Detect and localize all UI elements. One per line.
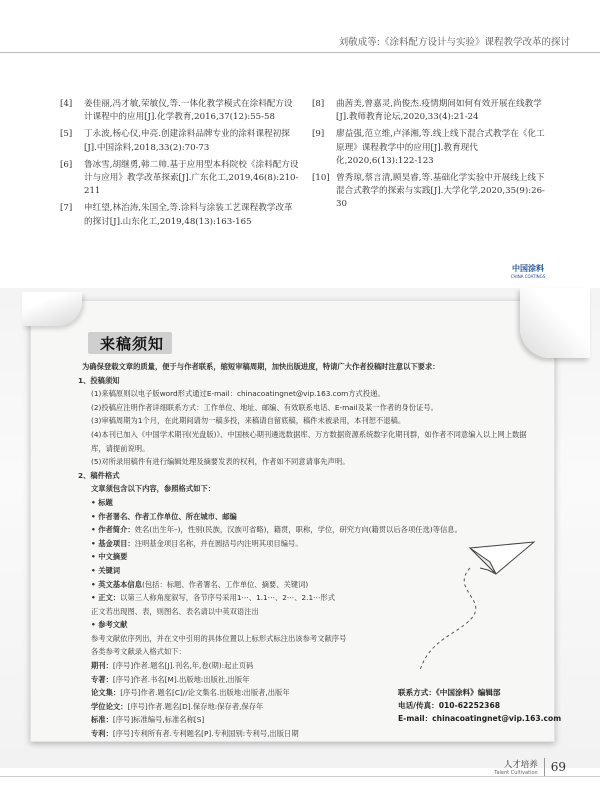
page-footer (494, 758, 566, 776)
section-heading: 2、稿件格式 (78, 470, 120, 480)
ref-format: [序号]作者.题名[D].保存地:保存者,保存年 (127, 701, 264, 711)
paper-plane-icon (410, 540, 540, 680)
format-text: 注明基金项目名称，并在圆括号内注明其项目编号。 (134, 538, 303, 548)
reference-item: [5] 丁永波,杨心仪,申亮.创建涂料品牌专业的涂料课程初探[J].中国涂料,2018,33(2):70-73 (60, 129, 290, 153)
ref-type-label: 专著： (91, 674, 113, 684)
format-intro: 文章须包含以下内容，参照格式如下： (91, 484, 216, 494)
notice-item: (5)对所录用稿件有进行编辑处理及摘要发表的权利，作者如不同意请事先声明。 (91, 457, 350, 467)
ref-type-label: 专利： (91, 729, 113, 739)
format-item: • 关键词 (91, 565, 121, 575)
reference-item: [7] 申红望,林治涛,朱国全,等.涂料与涂装工艺课程教学改革的探讨[J].山东化工,2019,48(13):163-165 (60, 203, 293, 227)
reference-item: [6] 鲁冰雪,胡继勇,韩二帅.基于应用型本科院校《涂料配方设计与应用》教学改革探索[J].广东化工,2019,46(8):210-211 (60, 159, 299, 197)
format-text: 以第三人称角度叙写，各节序号采用1⋯、1.1⋯、2⋯、2.1⋯形式 (120, 593, 336, 603)
ref-type-label: 学位论文： (91, 701, 128, 711)
notice-item: (4)本刊已加入《中国学术期刊(光盘版)》、中国核心期刊遴选数据库、万方数据资源系统数字化期刊群，如作者不同意编入以上网上数据库，请提前说明。 (91, 429, 527, 453)
ref-format: [序号]标准编号,标准名称[S] (112, 715, 205, 725)
format-text: 姓名(出生年–)，性别(民族，汉族可省略)，籍贯，职称，学位，研究方向(籍贯以后各项任选)等信息。 (134, 525, 462, 535)
ref-type-label: 论文集： (91, 688, 121, 698)
contact-line: 电话/传真：010-62252368 (398, 701, 501, 710)
references-left (60, 98, 300, 233)
format-text: (包括：标题、作者署名、工作单位、摘要、关键词) (142, 579, 309, 589)
contact-line: E-mail：chinacoatingnet@vip.163.com (398, 714, 562, 723)
reference-item: [9] 廖益强,范立维,卢泽湘,等.线上线下混合式教学在《化工原理》课程教学中的应用[J].教育现代化,2020,6(13):122-123 (312, 129, 545, 166)
format-item: • 作者署名、作者工作单位、所在城市、邮编 (91, 511, 237, 521)
contact-line: 联系方式：《中国涂料》编辑部 (398, 688, 501, 697)
references-right (312, 98, 552, 216)
reference-item: [4] 姜佳丽,冯才敏,荣敏仪,等.一体化教学模式在涂料配方设计课程中的应用[J].化学教育,2016,37(12):55-58 (60, 99, 293, 123)
notice-item: (1)来稿原则以电子版word形式通过E-mail：chinacoatingnet@vip.163.com方式投递。 (91, 389, 385, 399)
footer-rule (0, 776, 600, 777)
format-label: • 正文： (91, 593, 121, 603)
ref-desc: 参考文献依序列出，并在文中引用的具体位置以上标形式标注出该参考文献序号 (91, 633, 347, 643)
format-text: 正文若出现图、表，则图名、表名请以中英双语注出 (91, 606, 259, 616)
reference-item: [10] 曾秀琼,蔡言清,顾昊睿,等.基础化学实验中开展线上线下混合式教学的探索与实践[J].大学化学,2020,35(9):26-30 (312, 173, 545, 210)
journal-logo: 中国涂料 CHINA COATINGS (510, 264, 546, 279)
reference-item: [8] 曲茜美,曾嘉灵,尚俊杰.疫情期间如何有效开展在线教学[J].教师教育论坛,2020,33(4):21-24 (312, 99, 542, 123)
notice-item: (3)审稿周期为1个月，在此期间请勿一稿多投，来稿请自留底稿，稿件未被录用，本刊恕不退稿。 (91, 416, 406, 426)
ref-format: [序号]作者.题名[C]//论文集名.出版地:出版者,出版年 (120, 688, 290, 698)
format-label: • 英文基本信息 (91, 579, 142, 589)
format-label: • 作者简介： (91, 525, 135, 535)
header-rule (0, 52, 600, 53)
contact-info (398, 686, 561, 725)
notice-item: (2)投稿应注明作者详细联系方式：工作单位、地址、邮编、有效联系电话、E-mail及某一作者的身份证号。 (91, 402, 438, 412)
ref-type-label: 标准： (91, 715, 113, 725)
ref-format: [序号]作者.题名[J].刊名,年,卷(期):起止页码 (112, 661, 254, 671)
format-item: • 标题 (91, 497, 113, 507)
notice-title: 来稿须知 (100, 335, 165, 353)
footer-divider (544, 758, 545, 776)
page-number: 69 (550, 760, 566, 774)
ref-type-label: 期刊： (91, 661, 113, 671)
ref-desc: 各类参考文献录入格式如下： (91, 647, 186, 657)
format-item: • 中文摘要 (91, 552, 128, 562)
section-label: 人才培养 Talent Cultivation (494, 760, 538, 776)
format-label: • 基金项目： (91, 538, 135, 548)
running-title: 刘敬成等:《涂料配方设计与实验》课程教学改革的探讨 (338, 37, 570, 48)
ref-format: [序号]作者.书名[M].出版地:出版社,出版年 (112, 674, 250, 684)
format-item: • 参考文献 (91, 620, 128, 630)
section-heading: 1、投稿须知 (78, 375, 120, 385)
notice-intro: 为确保登载文章的质量，便于与作者联系，缩短审稿周期，加快出版进度，特请广大作者投稿时注意以下要求： (82, 362, 440, 371)
ref-format: [序号]专利所有者.专利题名[P].专利国别:专利号,出版日期 (112, 729, 299, 739)
curled-corner-right (520, 288, 590, 358)
